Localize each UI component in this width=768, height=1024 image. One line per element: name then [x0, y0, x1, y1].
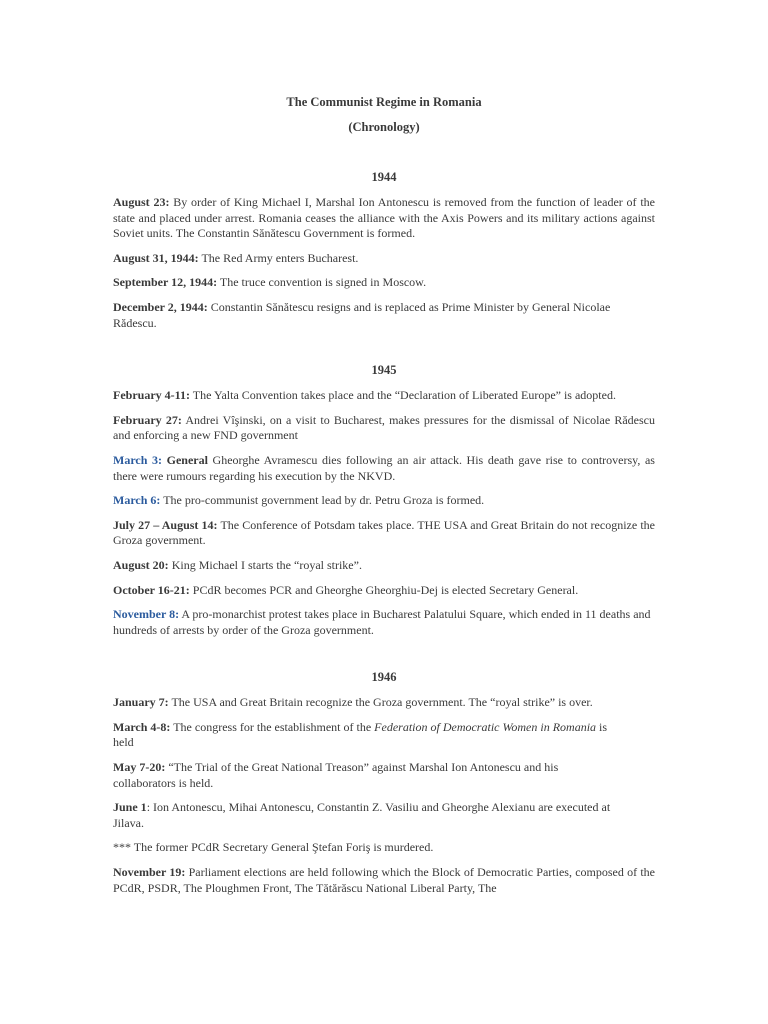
entry-date: December 2, 1944: [113, 299, 208, 314]
entry-date: October 16-21: [113, 582, 190, 597]
entry-date: August 20: [113, 557, 169, 572]
entry-text: The Conference of Potsdam takes place. THE USA and Great Britain do not recognize the Groza government. [113, 517, 655, 548]
entry-date: February 27: [113, 412, 182, 427]
entry-text: The USA and Great Britain recognize the Groza government. The “royal strike” is over. [168, 695, 593, 710]
entry-date: July 27 – August 14: [113, 517, 218, 532]
entry-date: August 31, 1944: [113, 250, 199, 265]
section-1944 [113, 169, 655, 331]
chronology-entry [113, 195, 655, 242]
entry-text: The Yalta Convention takes place and the “Declaration of Liberated Europe” is adopted. [190, 388, 616, 403]
entry-date: May 7-20: [113, 760, 166, 775]
document-subtitle: (Chronology) [348, 120, 420, 134]
entry-bold-text: General [162, 452, 208, 467]
chronology-entry [113, 300, 623, 331]
entry-text: By order of King Michael I, Marshal Ion Antonescu is removed from the function of leader of the state and placed under arrest. Romania ceases the alliance with the Axis Powers and its military actions against Soviet units. The Constantin Sănătescu Government is formed. [113, 195, 655, 241]
entry-text: “The Trial of the Great National Treason” against Marshal Ion Antonescu and his collaborators is held. [113, 760, 559, 790]
entry-text: Constantin Sănătescu resigns and is replaced as Prime Minister by General Nicolae Rădescu. [113, 299, 611, 330]
chronology-entry [113, 840, 655, 856]
chronology-entry [113, 607, 655, 638]
entry-text: PCdR becomes PCR and Gheorghe Gheorghiu-Dej is elected Secretary General. [189, 582, 579, 597]
entry-date: November 19: [113, 865, 186, 880]
chronology-entry [113, 518, 655, 549]
entry-text: A pro-monarchist protest takes place in Bucharest Palatului Square, which ended in 11 deaths and hundreds of arrests by order of the Groza government. [113, 607, 651, 637]
section-1946 [113, 669, 655, 896]
entry-date: June 1 [113, 800, 147, 815]
entry-italic-text: Federation of Democratic Women in Romania [374, 719, 597, 734]
entry-date: November 8: [113, 607, 180, 622]
entry-text: The truce convention is signed in Moscow. [217, 275, 427, 290]
entry-date: January 7: [113, 695, 169, 710]
entry-date: March 6: [113, 493, 161, 508]
entry-text: King Michael I starts the “royal strike”. [168, 557, 362, 572]
entry-date: August 23: [113, 195, 170, 209]
entry-text: : Ion Antonescu, Mihai Antonescu, Constantin Z. Vasiliu and Gheorghe Alexianu are executed at Jilava. [113, 800, 611, 830]
chronology-entry [113, 800, 643, 831]
chronology-entry [113, 695, 655, 711]
entry-date: March 4-8: [113, 719, 171, 734]
entry-text: The Red Army enters Bucharest. [198, 250, 359, 265]
chronology-entry [113, 558, 655, 574]
document-content [113, 94, 655, 905]
section-year: 1945 [371, 363, 397, 378]
entry-text: Andrei Vîşinski, on a visit to Bucharest, makes pressures for the dismissal of Nicolae Rădescu and enforcing a new FND government [113, 412, 655, 443]
entry-text: *** The former PCdR Secretary General Ştefan Foriş is murdered. [113, 840, 434, 855]
chronology-entry [113, 388, 623, 404]
section-year: 1944 [371, 170, 397, 184]
chronology-entry [113, 413, 655, 444]
chronology-entry [113, 720, 613, 751]
chronology-entry [113, 251, 655, 267]
entry-text: The congress for the establishment of the [170, 719, 375, 734]
chronology-entry [113, 583, 655, 599]
chronology-entry [113, 493, 655, 509]
chronology-entry [113, 453, 655, 484]
entry-text: Parliament elections are held following which the Block of Democratic Parties, composed of the PCdR, PSDR, The Ploughmen Front, The Tătărăscu National Liberal Party, The [113, 865, 655, 895]
entry-date: February 4-11: [113, 388, 190, 403]
section-year: 1946 [371, 670, 397, 685]
entry-text: Gheorghe Avramescu dies following an air attack. His death gave rise to controversy, as there were rumours regarding his execution by the NKVD. [113, 452, 655, 483]
chronology-entry [113, 760, 613, 791]
document-title: The Communist Regime in Romania [286, 95, 482, 109]
chronology-entry [113, 865, 655, 896]
entry-text-tail: is held [113, 719, 608, 750]
entry-date: March 3: [113, 452, 163, 467]
entry-date: September 12, 1944: [113, 275, 218, 290]
section-1945 [113, 362, 655, 638]
entry-text: The pro-communist government lead by dr. Petru Groza is formed. [160, 493, 485, 508]
chronology-entry [113, 275, 655, 291]
